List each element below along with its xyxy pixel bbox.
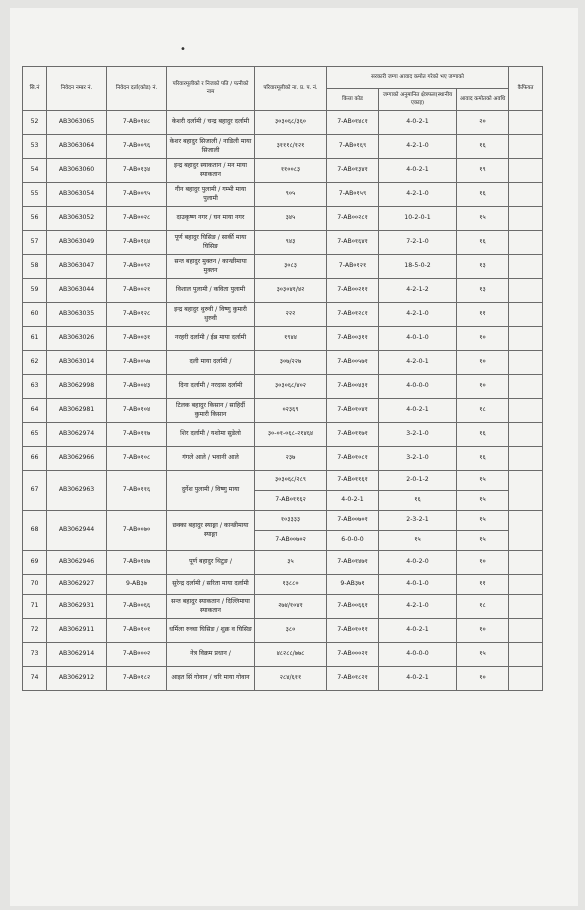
cell-register-no: 9-AB३७ — [107, 575, 167, 595]
header-remarks: कैफियत — [509, 67, 543, 111]
cell-citizenship: १०३३३३ — [255, 511, 327, 531]
cell-plot: 7-AB००४३१ — [327, 375, 379, 399]
table-row — [23, 375, 543, 399]
cell-register-no: 7-AB००५७ — [107, 351, 167, 375]
cell-area: 4-0-1-0 — [379, 327, 457, 351]
cell-sn: 71 — [23, 595, 47, 619]
table-row — [23, 231, 543, 255]
cell-citizenship: 7-AB००७०२ — [255, 531, 327, 551]
cell-names: नेत्र विक्रम प्रधान / — [167, 643, 255, 667]
cell-area: 4-0-1-0 — [379, 575, 457, 595]
cell-duration: २० — [457, 111, 509, 135]
cell-register-no: 7-AB०१२८ — [107, 303, 167, 327]
cell-sn: 72 — [23, 619, 47, 643]
cell-duration: १० — [457, 551, 509, 575]
cell-sn: 63 — [23, 375, 47, 399]
cell-application-no: AB3063060 — [47, 159, 107, 183]
cell-area: 7-2-1-0 — [379, 231, 457, 255]
cell-citizenship: ११००८३ — [255, 159, 327, 183]
cell-citizenship: ३०३०४१/४२ — [255, 279, 327, 303]
cell-application-no: AB3063047 — [47, 255, 107, 279]
cell-names: दुर्गेश पुलामी / विष्णु माया — [167, 471, 255, 511]
cell-sn: 64 — [23, 399, 47, 423]
cell-duration: १३ — [457, 279, 509, 303]
cell-application-no: AB3062914 — [47, 643, 107, 667]
cell-names: इन्द्र बहादुर थुरुवी / विष्णु कुमारी थुरुवी — [167, 303, 255, 327]
cell-area: 4-0-2-1 — [379, 159, 457, 183]
cell-remarks — [509, 159, 543, 183]
cell-area: 4-0-2-0 — [379, 551, 457, 575]
cell-citizenship: २२२ — [255, 303, 327, 327]
cell-plot: 7-AB०१४८१ — [327, 111, 379, 135]
cell-area: 4-2-1-2 — [379, 279, 457, 303]
header-names: परिवारमूलीको र निजको पति / पत्नीको नाम — [167, 67, 255, 111]
cell-sn: 69 — [23, 551, 47, 575]
cell-plot: 7-AB०१८२१ — [327, 667, 379, 691]
cell-plot: 7-AB०१४७१ — [327, 551, 379, 575]
cell-duration: १६ — [457, 183, 509, 207]
cell-application-no: AB3062966 — [47, 447, 107, 471]
table-row — [23, 183, 543, 207]
cell-citizenship: २७४/१०४१ — [255, 595, 327, 619]
cell-plot: 7-AB०१६४१ — [327, 231, 379, 255]
cell-area: 4-0-2-1 — [379, 667, 457, 691]
table-row — [23, 471, 543, 491]
cell-plot: 7-AB०१५९ — [327, 183, 379, 207]
table-body — [23, 111, 543, 691]
cell-application-no: AB3063026 — [47, 327, 107, 351]
cell-plot: 7-AB००७०१ — [327, 511, 379, 531]
cell-plot: 7-AB०११६१ — [327, 471, 379, 491]
cell-remarks — [509, 511, 543, 551]
table-row — [23, 327, 543, 351]
cell-names: छक्का बहादुर स्याङ्गा / कान्छीमाया स्याङ्गा — [167, 511, 255, 551]
table-row — [23, 207, 543, 231]
cell-duration: १९ — [457, 159, 509, 183]
cell-area: 4-2-0-1 — [379, 351, 457, 375]
cell-register-no: 7-AB०१४७ — [107, 551, 167, 575]
cell-application-no: AB3063064 — [47, 135, 107, 159]
cell-sn: 66 — [23, 447, 47, 471]
cell-sn: 70 — [23, 575, 47, 595]
header-register-no: निवेदन दर्ता(कोड) नं. — [107, 67, 167, 111]
cell-citizenship: ९४३ — [255, 231, 327, 255]
cell-citizenship: १३८८० — [255, 575, 327, 595]
cell-application-no: AB3063065 — [47, 111, 107, 135]
cell-citizenship: ३८० — [255, 619, 327, 643]
cell-sn: 60 — [23, 303, 47, 327]
cell-remarks — [509, 351, 543, 375]
cell-plot: 7-AB०१३४१ — [327, 159, 379, 183]
table-row — [23, 159, 543, 183]
cell-plot: 7-AB००२११ — [327, 279, 379, 303]
cell-duration: ११ — [457, 575, 509, 595]
cell-register-no: 7-AB०१८२ — [107, 667, 167, 691]
cell-application-no: AB3062974 — [47, 423, 107, 447]
cell-application-no: AB3062931 — [47, 595, 107, 619]
cell-sn: 55 — [23, 183, 47, 207]
cell-sn: 56 — [23, 207, 47, 231]
table-row — [23, 447, 543, 471]
cell-application-no: AB3063054 — [47, 183, 107, 207]
cell-duration: १६ — [457, 423, 509, 447]
cell-names: केशरी दर्लामी / चन्द्र बहादुर दर्लामी — [167, 111, 255, 135]
cell-names: सन्त बहादुर स्याकतान / दिल्लिमाया स्याकतान — [167, 595, 255, 619]
cell-duration: १८ — [457, 399, 509, 423]
cell-remarks — [509, 327, 543, 351]
table-row — [23, 111, 543, 135]
cell-remarks — [509, 111, 543, 135]
cell-application-no: AB3062981 — [47, 399, 107, 423]
cell-duration: १३ — [457, 255, 509, 279]
cell-area: 2-3-2-1 — [379, 511, 457, 531]
header-duration: आवाद कमोतको अवधि — [457, 89, 509, 111]
cell-register-no: 7-AB००४३ — [107, 375, 167, 399]
cell-application-no: AB3063044 — [47, 279, 107, 303]
cell-names: दली माया दर्लामी / — [167, 351, 255, 375]
cell-remarks — [509, 619, 543, 643]
cell-citizenship: 7-AB०११६२ — [255, 491, 327, 511]
cell-sn: 57 — [23, 231, 47, 255]
cell-register-no: 7-AB००३१ — [107, 327, 167, 351]
cell-application-no: AB3063035 — [47, 303, 107, 327]
cell-names: नरहरी दर्लामी / ईन्न माया दर्लामी — [167, 327, 255, 351]
cell-citizenship: १९४४ — [255, 327, 327, 351]
cell-names: गंगले आले / भवानी आले — [167, 447, 255, 471]
cell-citizenship: ३०-०१-०६८-२१४६४ — [255, 423, 327, 447]
cell-sn: 74 — [23, 667, 47, 691]
header-area: जग्गाको अनुमानित क्षेत्रफल(स्थानीय एकाइ) — [379, 89, 457, 111]
cell-plot: 7-AB०१६९ — [327, 135, 379, 159]
cell-remarks — [509, 575, 543, 595]
table-row — [23, 255, 543, 279]
cell-names: दाउकृष्ण नगर / घन माया नगर — [167, 207, 255, 231]
cell-plot: 7-AB००५७१ — [327, 351, 379, 375]
cell-sn: 54 — [23, 159, 47, 183]
cell-plot: 7-AB००६६१ — [327, 595, 379, 619]
cell-plot: 7-AB०१०११ — [327, 619, 379, 643]
header-group: सरकारी जग्गा आवाद कमोत गरेको भए जग्गाको — [327, 67, 509, 89]
cell-area: 4-0-2-1 — [379, 111, 457, 135]
cell-citizenship: ३०३०६८/४०२ — [255, 375, 327, 399]
cell-duration: १० — [457, 375, 509, 399]
table-row — [23, 551, 543, 575]
cell-names: सुरेन्द्र दर्लामी / सरिता माया दर्लामी — [167, 575, 255, 595]
cell-duration: १० — [457, 327, 509, 351]
cell-register-no: 7-AB००२८ — [107, 207, 167, 231]
cell-duration: १५ — [457, 491, 509, 511]
cell-remarks — [509, 135, 543, 159]
cell-register-no: 7-AB०११७ — [107, 423, 167, 447]
table-row — [23, 643, 543, 667]
cell-names: विशाल पुलामी / कविता पुलामी — [167, 279, 255, 303]
cell-remarks — [509, 231, 543, 255]
cell-names: गीन बहादुर पुलामी / गम्भी माया पुलामी — [167, 183, 255, 207]
cell-citizenship: ३४५ — [255, 207, 327, 231]
cell-application-no: AB3062944 — [47, 511, 107, 551]
cell-application-no: AB3062946 — [47, 551, 107, 575]
cell-duration: ११ — [457, 303, 509, 327]
cell-register-no: 7-AB०१०१ — [107, 619, 167, 643]
cell-duration: १५ — [457, 511, 509, 531]
cell-register-no: 7-AB०११६ — [107, 471, 167, 511]
cell-register-no: 7-AB०१४८ — [107, 111, 167, 135]
cell-area: 2-0-1-2 — [379, 471, 457, 491]
cell-citizenship: ३०७/२२७ — [255, 351, 327, 375]
cell-names: सन्त बहादुर मुक्तन / कान्छीमाया मुक्तन — [167, 255, 255, 279]
cell-remarks — [509, 667, 543, 691]
cell-register-no: 7-AB००९५ — [107, 183, 167, 207]
cell-area: 4-0-2-1 — [379, 399, 457, 423]
cell-citizenship: ४८२८८/७७८ — [255, 643, 327, 667]
cell-register-no: 7-AB०००२ — [107, 643, 167, 667]
cell-duration: १५ — [457, 207, 509, 231]
cell-plot: 7-AB०१२१ — [327, 255, 379, 279]
cell-citizenship: ३०३०६८/२८९ — [255, 471, 327, 491]
cell-names: केशर बहादुर सिजाली / नाडिली माया सिजाली — [167, 135, 255, 159]
table-row — [23, 135, 543, 159]
cell-plot: 7-AB०००२१ — [327, 643, 379, 667]
cell-names: शिर दर्लामी / यशोमा सुडेलो — [167, 423, 255, 447]
cell-remarks — [509, 643, 543, 667]
table-row — [23, 667, 543, 691]
cell-application-no: AB3063014 — [47, 351, 107, 375]
cell-sn: 68 — [23, 511, 47, 551]
cell-names: आइत सिं गोवान / चरि माया गोवान — [167, 667, 255, 691]
cell-plot: 7-AB००२८१ — [327, 207, 379, 231]
cell-area: 4-0-2-1 — [379, 619, 457, 643]
cell-register-no: 7-AB००९६ — [107, 135, 167, 159]
cell-citizenship: ३०८३ — [255, 255, 327, 279]
register-table — [22, 66, 543, 691]
cell-duration: १५ — [457, 471, 509, 491]
page-mark: • — [180, 44, 186, 55]
cell-sn: 52 — [23, 111, 47, 135]
cell-plot: 9-AB३७१ — [327, 575, 379, 595]
cell-area: 10-2-0-1 — [379, 207, 457, 231]
table-row — [23, 303, 543, 327]
table-row — [23, 575, 543, 595]
cell-register-no: 7-AB०१०८ — [107, 447, 167, 471]
cell-area: १६ — [379, 491, 457, 511]
cell-register-no: 7-AB०१३४ — [107, 159, 167, 183]
cell-duration: १० — [457, 351, 509, 375]
header-application-no: निवेदन नम्बर नं. — [47, 67, 107, 111]
cell-duration: १६ — [457, 231, 509, 255]
cell-sn: 53 — [23, 135, 47, 159]
cell-names: दिना दर्लामी / नरदास दर्लामी — [167, 375, 255, 399]
cell-area: 3-2-1-0 — [379, 447, 457, 471]
cell-application-no: AB3062998 — [47, 375, 107, 399]
cell-register-no: 7-AB००२१ — [107, 279, 167, 303]
cell-names: पूर्ण बहादुर थिटुङ / — [167, 551, 255, 575]
cell-application-no: AB3063049 — [47, 231, 107, 255]
cell-names: इन्द्र बहादुर स्याकतान / मन माया स्याकतान — [167, 159, 255, 183]
cell-register-no: 7-AB००६६ — [107, 595, 167, 619]
cell-duration: १० — [457, 667, 509, 691]
cell-sn: 61 — [23, 327, 47, 351]
cell-sn: 73 — [23, 643, 47, 667]
cell-citizenship: ३५ — [255, 551, 327, 575]
table-row — [23, 423, 543, 447]
cell-citizenship: ३१११८/१२१ — [255, 135, 327, 159]
cell-plot: 7-AB०१०८१ — [327, 447, 379, 471]
cell-area: १५ — [379, 531, 457, 551]
table-row — [23, 511, 543, 531]
cell-duration: १६ — [457, 135, 509, 159]
cell-register-no: 7-AB००७० — [107, 511, 167, 551]
cell-area: 3-2-1-0 — [379, 423, 457, 447]
cell-area: 4-0-0-0 — [379, 375, 457, 399]
cell-remarks — [509, 423, 543, 447]
cell-register-no: 7-AB००९२ — [107, 255, 167, 279]
cell-duration: १५ — [457, 531, 509, 551]
cell-plot: 6-0-0-0 — [327, 531, 379, 551]
cell-sn: 59 — [23, 279, 47, 303]
cell-names: टिलक बहादुर किसान / साहिर्दी कुमारी किसान — [167, 399, 255, 423]
table-row — [23, 595, 543, 619]
header-citizenship: परिवारमूलीको ना. प्र. प. नं. — [255, 67, 327, 111]
cell-remarks — [509, 207, 543, 231]
cell-names: धर्मिला रुच्चा घिसिङ / शुक्र व घिसिङ — [167, 619, 255, 643]
header-plot: कित्ता कोड — [327, 89, 379, 111]
cell-remarks — [509, 279, 543, 303]
cell-remarks — [509, 551, 543, 575]
cell-duration: १८ — [457, 595, 509, 619]
cell-duration: १० — [457, 619, 509, 643]
cell-duration: १६ — [457, 447, 509, 471]
cell-remarks — [509, 447, 543, 471]
cell-register-no: 7-AB०१६४ — [107, 231, 167, 255]
cell-remarks — [509, 183, 543, 207]
cell-citizenship: २३७ — [255, 447, 327, 471]
cell-plot: 7-AB०१२८१ — [327, 303, 379, 327]
cell-sn: 67 — [23, 471, 47, 511]
table-row — [23, 351, 543, 375]
cell-plot: 7-AB०११७१ — [327, 423, 379, 447]
table-row — [23, 279, 543, 303]
cell-citizenship: ०२३६९ — [255, 399, 327, 423]
table-row — [23, 399, 543, 423]
cell-plot: 7-AB०१०४१ — [327, 399, 379, 423]
cell-remarks — [509, 303, 543, 327]
cell-duration: १५ — [457, 643, 509, 667]
cell-citizenship: ९०५ — [255, 183, 327, 207]
cell-application-no: AB3062963 — [47, 471, 107, 511]
cell-plot: 7-AB००३११ — [327, 327, 379, 351]
cell-area: 4-2-1-0 — [379, 135, 457, 159]
cell-remarks — [509, 375, 543, 399]
cell-area: 4-0-0-0 — [379, 643, 457, 667]
cell-remarks — [509, 255, 543, 279]
header-sn: सि.नं — [23, 67, 47, 111]
cell-citizenship: ३०३०६८/३६० — [255, 111, 327, 135]
cell-area: 4-2-1-0 — [379, 595, 457, 619]
cell-names: पूर्ण बहादुर घिसिङ / सार्की माया घिसिङ — [167, 231, 255, 255]
cell-remarks — [509, 471, 543, 511]
cell-sn: 62 — [23, 351, 47, 375]
cell-remarks — [509, 399, 543, 423]
cell-area: 4-2-1-0 — [379, 183, 457, 207]
cell-application-no: AB3062911 — [47, 619, 107, 643]
cell-sn: 65 — [23, 423, 47, 447]
cell-area: 4-2-1-0 — [379, 303, 457, 327]
cell-application-no: AB3063052 — [47, 207, 107, 231]
table-row — [23, 619, 543, 643]
cell-application-no: AB3062912 — [47, 667, 107, 691]
cell-remarks — [509, 595, 543, 619]
cell-application-no: AB3062927 — [47, 575, 107, 595]
cell-citizenship: २८४/६११ — [255, 667, 327, 691]
cell-register-no: 7-AB०१०४ — [107, 399, 167, 423]
cell-sn: 58 — [23, 255, 47, 279]
cell-plot: 4-0-2-1 — [327, 491, 379, 511]
cell-area: 18-5-0-2 — [379, 255, 457, 279]
